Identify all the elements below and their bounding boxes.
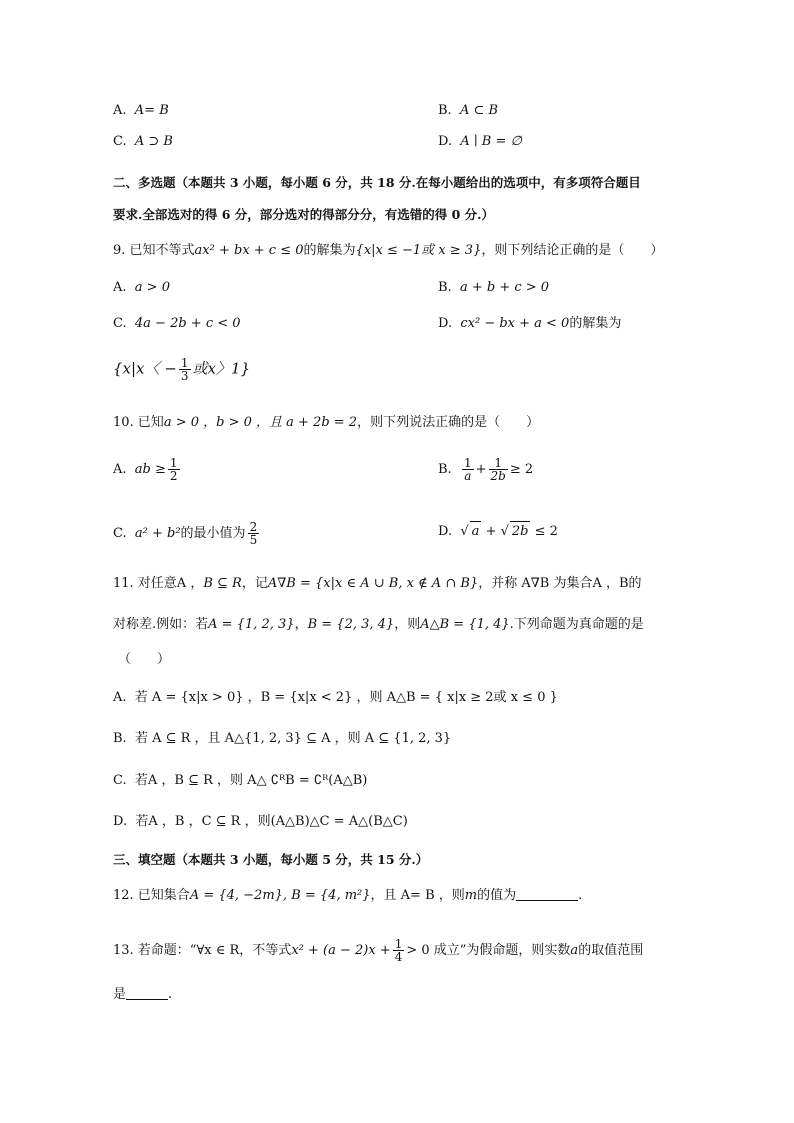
- q9-option-b: B. a + b + c > 0: [438, 280, 550, 295]
- q13-stem-line1: 13. 若命题：“∀x ∈ R，不等式x² + (a − 2)x + $\frac{1}{4}$ > 0 成立”为假命题，则实数a的取值范围: [113, 937, 644, 964]
- sqrt: a: [470, 521, 482, 542]
- q9-stem: 9. 已知不等式ax² + bx + c ≤ 0的解集为{x|x ≤ −1或 x ≥ 3}，则下列结论正确的是（ ）: [113, 243, 664, 258]
- q8-option-c: C. A ⊃ B: [113, 134, 173, 149]
- fraction: $\frac{1}{4}$: [394, 937, 403, 964]
- q11-option-b: B. 若 A ⊆ R ，且 A△{1, 2, 3} ⊆ A ，则 A ⊆ {1, 2, 3}: [113, 731, 452, 746]
- q10-stem: 10. 已知a > 0 ，b > 0 ，且 a + 2b = 2，则下列说法正确的是（ ）: [113, 415, 540, 430]
- section-2-heading-line2: 要求.全部选对的得 6 分，部分选对的得部分分，有选错的得 0 分.）: [113, 207, 495, 222]
- q8-option-d: D. A ∣ B = ∅: [438, 134, 522, 149]
- q8-option-a: A. A= B: [113, 103, 169, 118]
- q9-option-d-set: {x|x〈 − $\frac{1}{3}$ 或x〉1}: [113, 356, 251, 383]
- q9-option-d: D. cx² − bx + a < 0的解集为: [438, 316, 622, 331]
- q11-answer-bracket: （ ）: [118, 652, 171, 667]
- q12-stem: 12. 已知集合A = {4, −2m}, B = {4, m²}，且 A= B ，则m的值为 .: [113, 888, 583, 903]
- q9-option-a: A. a > 0: [113, 280, 170, 295]
- q11-stem-line1: 11. 对任意A ，B ⊆ R，记A∇B = {x|x ∈ A ∪ B, x ∉ A ∩ B}，并称 A∇B 为集合A ，B的: [113, 576, 642, 591]
- q10-option-d: D. √ a + √ 2b ≤ 2: [438, 521, 558, 542]
- q9-option-c: C. 4a − 2b + c < 0: [113, 316, 241, 331]
- q10-option-b: B. $\frac{1}{a}$ + $\frac{1}{2b}$ ≥ 2: [438, 456, 534, 483]
- q11-option-c: C. 若A ，B ⊆ R ，则 A△ ∁ᴿB = ∁ᴿ(A△B): [113, 773, 368, 788]
- q11-stem-line2: 对称差.例如：若A = {1, 2, 3}，B = {2, 3, 4}，则A△B = {1, 4}.下列命题为真命题的是: [113, 617, 644, 632]
- section-3-heading: 三、填空题（本题共 3 小题，每小题 5 分，共 15 分.）: [113, 852, 429, 867]
- section-2-heading-line1: 二、多选题（本题共 3 小题，每小题 6 分，共 18 分.在每小题给出的选项中，有多项符合题目: [113, 175, 641, 190]
- q10-option-c: C. a² + b²的最小值为 $\frac{2}{5}$: [113, 520, 258, 547]
- q11-option-d: D. 若A ，B ，C ⊆ R ，则(A△B)△C = A△(B△C): [113, 814, 408, 829]
- q8-option-b: B. A ⊂ B: [438, 103, 499, 118]
- answer-blank[interactable]: [126, 999, 168, 1000]
- fraction: $\frac{2}{5}$: [249, 520, 258, 547]
- fraction: $\frac{1}{2}$: [169, 456, 178, 483]
- q13-stem-line2: 是 .: [113, 987, 173, 1002]
- fraction: $\frac{1}{2b}$: [490, 456, 506, 483]
- q10-option-a: A. ab ≥ $\frac{1}{2}$: [113, 456, 178, 483]
- answer-blank[interactable]: [516, 900, 578, 901]
- q11-option-a: A. 若 A = {x|x > 0} ，B = {x|x < 2} ，则 A△B = { x|x ≥ 2或 x ≤ 0 }: [113, 690, 558, 705]
- fraction: $\frac{1}{a}$: [463, 456, 472, 483]
- fraction: $\frac{1}{3}$: [180, 356, 189, 383]
- sqrt: 2b: [510, 521, 531, 542]
